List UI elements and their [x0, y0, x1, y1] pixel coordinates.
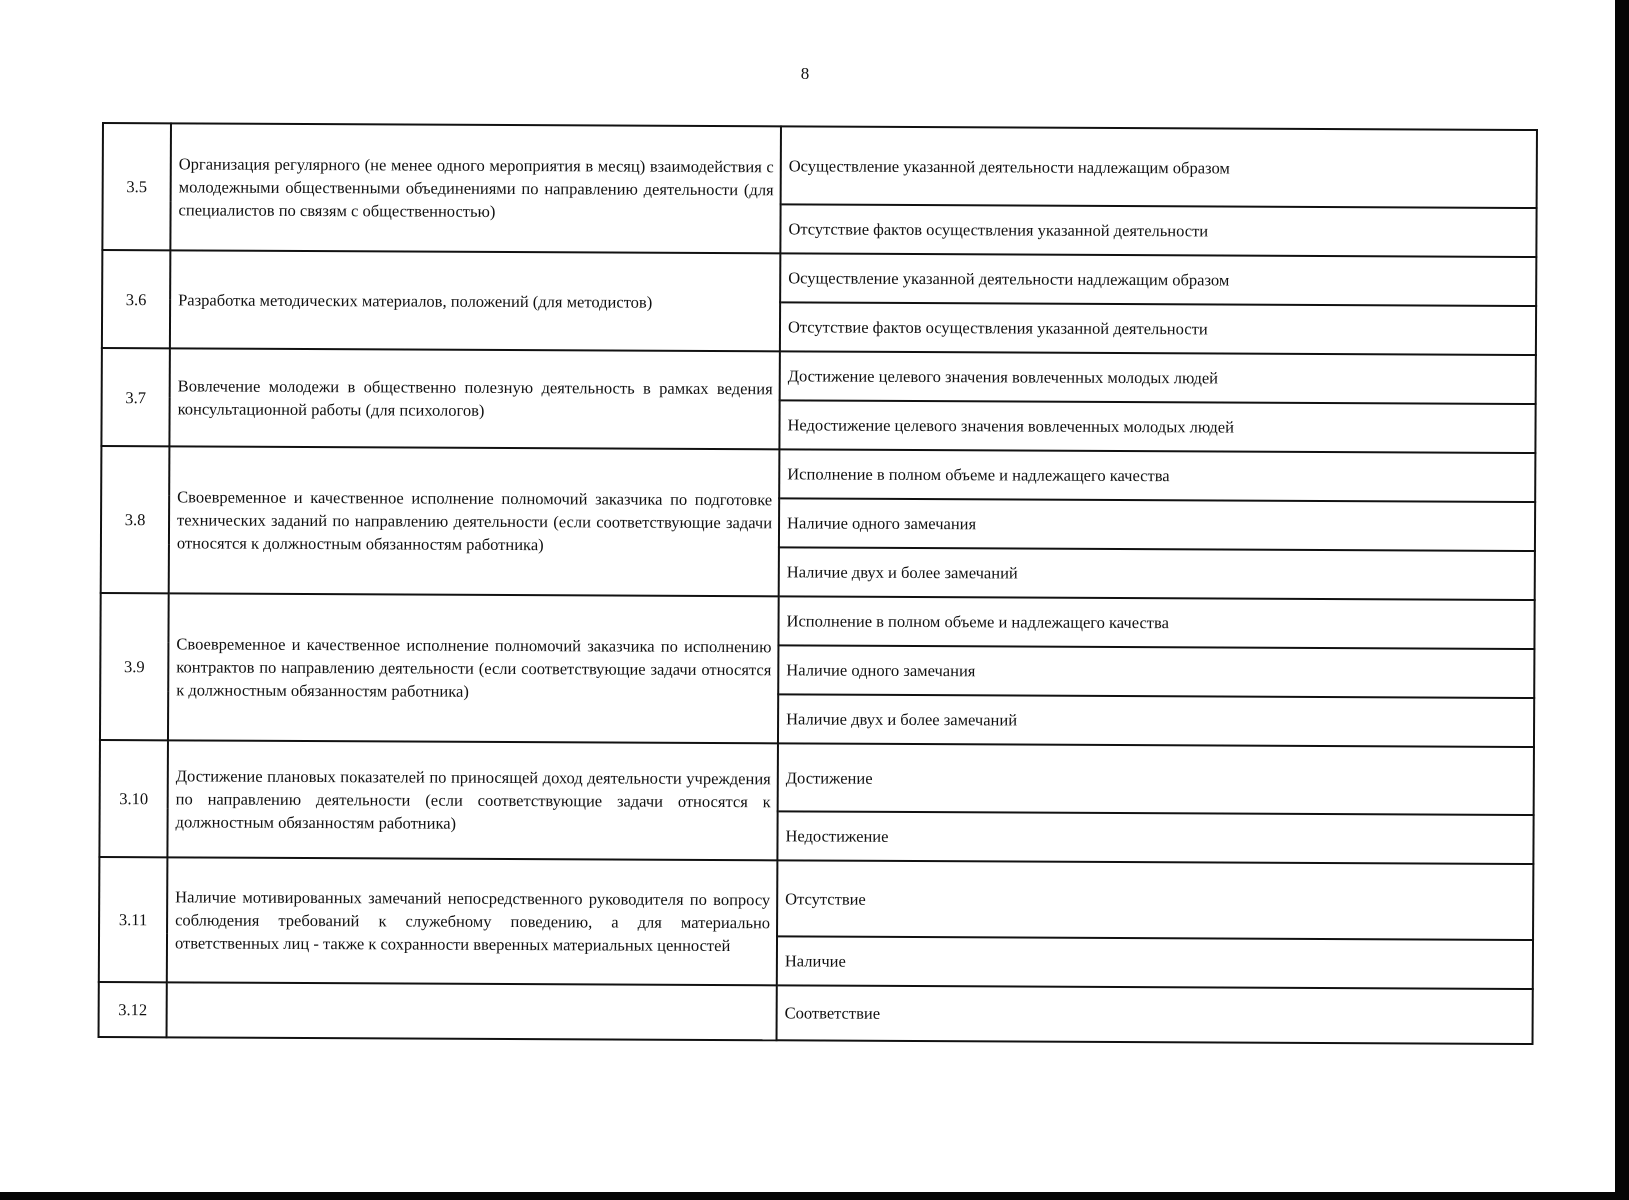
item-number: 3.5: [102, 123, 171, 250]
criterion-cell: Наличие двух и более замечаний: [778, 694, 1534, 747]
criterion-cell: Отсутствие фактов осуществления указанной деятельности: [780, 204, 1536, 257]
item-description: Организация регулярного (не менее одного мероприятия в месяц) взаимодействия с молодежными общественными объединениями по направлению деятельности (для специалистов по связям с общественностью): [170, 123, 781, 253]
page-number: 8: [800, 64, 810, 83]
table-row: [100, 740, 1534, 815]
item-description: Своевременное и качественное исполнение полномочий заказчика по подготовке технических заданий по направлению деятельности (если соответствующие задачи относятся к должностным обязанностям работника): [169, 446, 780, 596]
item-description: Достижение плановых показателей по приносящей доход деятельности учреждения по направлению деятельности (если соответствующие задачи относятся к должностным обязанностям работника): [167, 740, 778, 860]
table-row: [100, 593, 1534, 649]
criterion-cell: Достижение: [778, 743, 1534, 815]
criterion-cell: Отсутствие: [777, 860, 1533, 940]
criterion-cell: Отсутствие фактов осуществления указанной деятельности: [780, 302, 1536, 355]
scan-border-right: [1615, 0, 1629, 1200]
criterion-cell: Наличие одного замечания: [779, 498, 1535, 551]
item-description: [167, 982, 777, 1040]
item-description: Своевременное и качественное исполнение полномочий заказчика по исполнению контрактов по направлению деятельности (если соответствующие задачи относятся к должностным обязанностям работника): [168, 593, 779, 743]
criterion-cell: Исполнение в полном объеме и надлежащего качества: [779, 449, 1535, 502]
item-description: Вовлечение молодежи в общественно полезную деятельность в рамках ведения консультационной работы (для психологов): [169, 348, 779, 449]
table-row: [102, 250, 1536, 306]
scan-border-bottom: [0, 1192, 1629, 1200]
item-number: 3.10: [99, 740, 168, 857]
table-row: [99, 857, 1533, 940]
criterion-cell: Наличие одного замечания: [778, 645, 1534, 698]
criterion-cell: Осуществление указанной деятельности надлежащим образом: [781, 126, 1537, 208]
table-row: [101, 446, 1535, 502]
criterion-cell: Осуществление указанной деятельности надлежащим образом: [780, 253, 1536, 306]
item-description: Наличие мотивированных замечаний непосредственного руководителя по вопросу соблюдения требований к служебному поведению, а для материально ответственных лиц - также к сохранности вверенных материальных ценностей: [167, 857, 778, 985]
table-row: [103, 123, 1537, 208]
item-number: 3.12: [99, 982, 167, 1037]
criteria-table: [98, 122, 1538, 1045]
item-description: Разработка методических материалов, положений (для методистов): [170, 250, 780, 351]
criterion-cell: Наличие: [777, 936, 1533, 989]
item-number: 3.11: [99, 857, 168, 982]
criterion-cell: Достижение целевого значения вовлеченных молодых людей: [780, 351, 1536, 404]
table-row: [99, 982, 1533, 1044]
criterion-cell: Недостижение целевого значения вовлеченных молодых людей: [779, 400, 1535, 453]
item-number: 3.9: [100, 593, 169, 740]
criterion-cell: Наличие двух и более замечаний: [779, 547, 1535, 600]
criterion-cell: Соответствие: [777, 985, 1533, 1044]
item-number: 3.6: [102, 250, 170, 348]
criterion-cell: Недостижение: [777, 811, 1533, 864]
item-number: 3.8: [101, 446, 170, 593]
criterion-cell: Исполнение в полном объеме и надлежащего качества: [778, 596, 1534, 649]
item-number: 3.7: [101, 348, 169, 446]
table-row: [102, 348, 1536, 404]
